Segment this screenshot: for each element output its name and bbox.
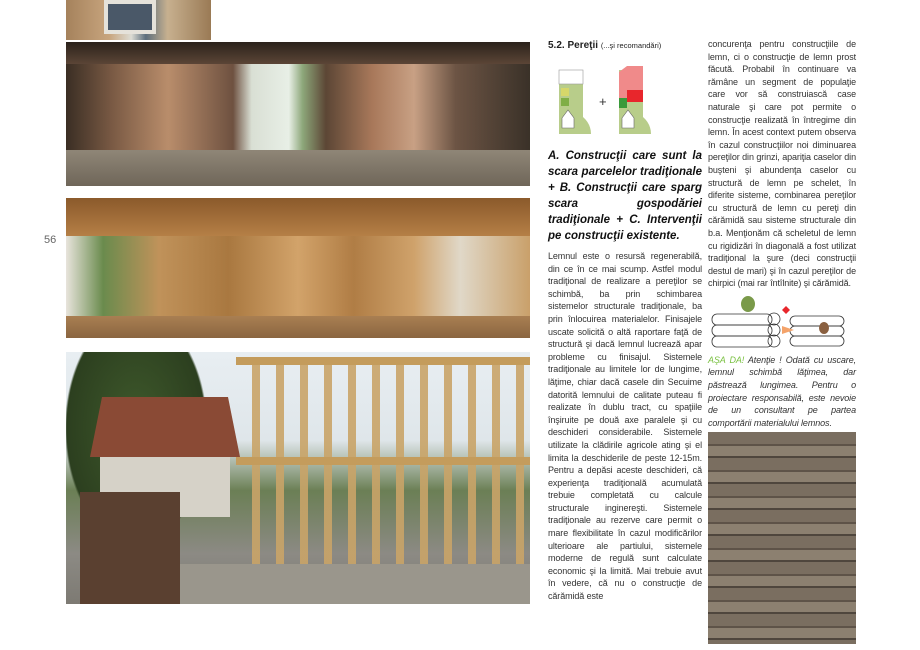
recommendation-note: [708, 354, 856, 430]
photo-house-window: [66, 0, 211, 40]
section-title-text: 5.2. Pereţii: [548, 40, 599, 51]
photo-log-wall: [708, 432, 856, 644]
note-label: AŞA DA!: [708, 354, 745, 365]
plus-sign: +: [599, 94, 607, 109]
page-number: 56: [44, 234, 57, 246]
note-text: Atenţie ! Odată cu uscare, lemnul schimbă lăţimea, dar păstrează lungimea. Pentru o proiectare responsabilă, este nevoie de un consultant pe partea comportării materialului lemnos.: [708, 354, 857, 428]
body-paragraph: concurenţa pentru construcţiile de lemn, ci o construcţie de lemn prost făcută. Probabil în continuare va rămâne un segment de populaţie care vor să construiască case naturale şi care pot permite o construcţie realizată în întregime din lemn. În acest context putem observa în cazul construcţiilor noi diminuarea pereţilor din grinzi, apariţia caselor din buşteni şi abundenţa caselor cu structură de lemn pe schelet, în diferite sisteme, combinarea pereţilor cu structură de lemn cu pereţi din cărămidă sau sisteme structurale din b.a. Menţionăm că scheletul de lemn cu rigidizări în diagonală a fost utilizat tradiţional la şure (deci construcţii destul de mari) şi în cazul pereţilor de chirpici (mai rar întîlnite) şi cărămidă.: [708, 39, 856, 289]
photo-timber-frame-construction: [66, 352, 530, 604]
body-column-1: [548, 250, 702, 603]
section-title: [548, 40, 661, 51]
body-column-2: [708, 38, 856, 644]
section-subheading: A. Construcţii care sunt la scara parcelelor tradiţionale + B. Construcţii care sparg scara gospodăriei tradiţionale + C. Intervenţii pe construcţii existente.: [548, 150, 702, 242]
log-shrinkage-diagram: [708, 294, 856, 352]
parcel-diagram: [555, 62, 675, 138]
section-title-suffix: (...şi recomandări): [600, 41, 662, 50]
body-paragraph: Lemnul este o resursă regenerabilă, din ce în ce mai scump. Astfel modul tradiţional de realizare a pereţilor se schimbă, ba prin schimbarea sistemelor structurale tradiţionale, ba prin înlocuirea materialelor. Finisajele uscate solicită o altă raportare faţă de structură şi dacă lemnul lucrează apar probleme cu finisajul. Sistemele tradiţionale au limitele lor de lungime, lăţime, chiar dacă casele din Secuime datorită lemnului de calitate puteau fi realizate în dublu tract, cu spaţiile înşiruite pe două axe paralele şi cu deschideri considerabile. Sistemele utilizate la clădirile agricole ating şi el limita la deschiderile de peste 12-15m. Pentru a depăsi aceste deschideri, că experienţa tradiţională acumulată trebuie completată cu calcule structurale inginereşti. Sistemele tradiţionale au rezerve care permit o mare flexibilitate în cazul modificărilor ulterioare ale partiului, sistemele moderne de regulă sunt calculate economic şi la limită. Mai trebuie avut în vedere, că nu o construcţie de cărămidă este: [548, 251, 702, 602]
photo-barn-interior-panorama: [66, 42, 530, 186]
photo-wooden-structure-panorama: [66, 198, 530, 338]
